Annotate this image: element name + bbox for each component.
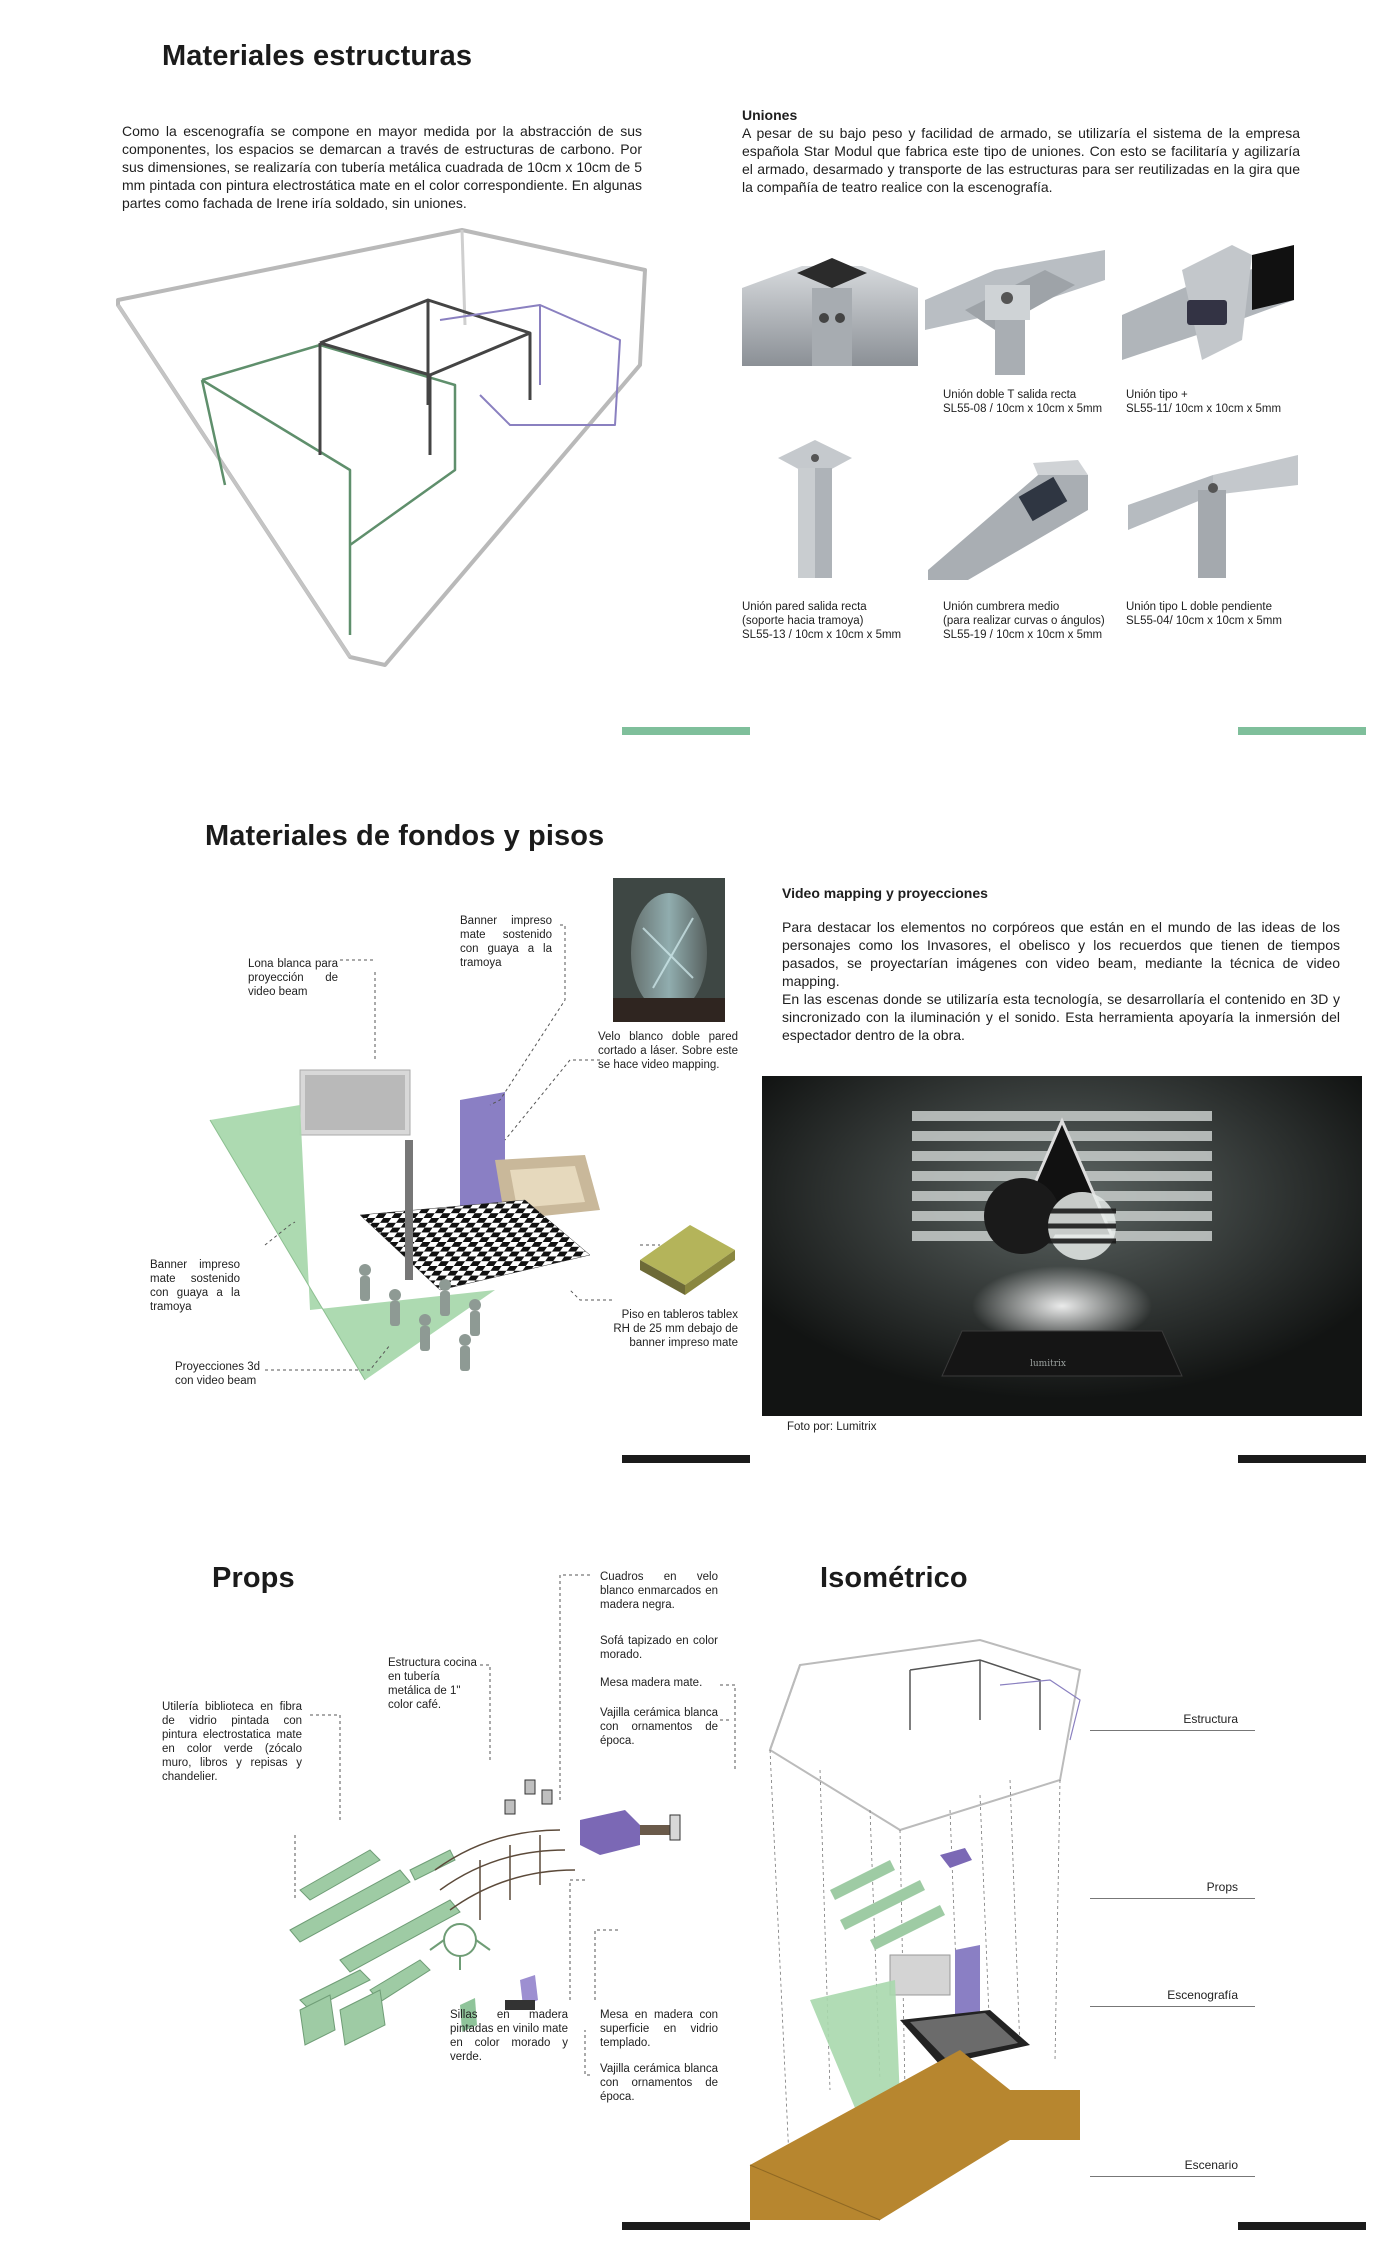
label-sofa: Sofá tapizado en color morado.: [600, 1635, 718, 1661]
label-proyecciones: Proyecciones 3d con video beam: [175, 1361, 261, 1387]
label-mesa: Mesa madera mate.: [600, 1677, 703, 1689]
label-biblioteca: Utilería biblioteca en fibra de vidrio pintada con pintura electrostatica mate en color verde (zócalo muro, libros y repisas y chandelier.: [162, 1701, 302, 1783]
section-title-structures: Materiales estructuras: [162, 40, 473, 72]
joint-caption-cross: Unión tipo + SL55-11/ 10cm x 10cm x 5mm: [1126, 389, 1282, 415]
joint-photo-double-t: [925, 240, 1105, 375]
iso-label-escenografia: Escenografía: [1167, 1988, 1238, 2002]
joint-photo-wall: [770, 438, 860, 578]
page-divider-bar: [1238, 1455, 1366, 1463]
structures-intro-text: Como la escenografía se compone en mayor medida por la abstracción de sus componentes, los espacios se demarcan a través de estructuras de carbono. Por sus dimensiones, se realizaría con tubería metálica cuadrada de 10cm x 10cm de 5 mm pintada con pintura electrostática mate en el color correspondiente. En algunas partes como fachada de Irene iría soldado, sin uniones.: [122, 123, 642, 211]
joint-caption-wall: Unión pared salida recta (soporte hacia tramoya) SL55-13 / 10cm x 10cm x 5mm: [742, 601, 902, 641]
velo-photo: [613, 878, 725, 1022]
projector-photo: [762, 1076, 1362, 1416]
joint-photo-l-double: [1128, 450, 1298, 578]
isometric-exploded-drawing: [750, 1620, 1170, 2220]
page-divider-bar: [622, 727, 750, 735]
joint-photo-ridge: [928, 455, 1088, 580]
uniones-text: A pesar de su bajo peso y facilidad de armado, se utilizaría el sistema de la empresa española Star Modul que fabrica este tipo de uniones. Con esto se facilitaría y agilizaría el armado, desarmado y transporte de las estructuras para ser reutilizadas en la gira que la compañía de teatro realice con la escenografía.: [742, 125, 1300, 195]
label-sillas: Sillas en madera pintadas en vinilo mate en color morado y verde.: [450, 2009, 568, 2063]
video-mapping-subtitle: Video mapping y proyecciones: [782, 885, 988, 901]
section-title-props: Props: [212, 1562, 295, 1594]
section-title-isometric: Isométrico: [820, 1562, 968, 1594]
joint-photo-cross: [1122, 240, 1294, 375]
label-velo: Velo blanco doble pared cortado a láser. Sobre este se hace video mapping.: [598, 1031, 738, 1071]
label-banner-top: Banner impreso mate sostenido con guaya a la tramoya: [460, 915, 552, 969]
floor-board-sample: [630, 1220, 740, 1300]
video-mapping-text-2: En las escenas donde se utilizaría esta tecnología, se desarrollaría el contenido en 3D y sincronizado con la iluminación y el sonido. Esta herramienta apoyaría la inmersión del espectador dentro de la obra.: [782, 991, 1340, 1043]
label-banner-left: Banner impreso mate sostenido con guaya a la tramoya: [150, 1259, 240, 1313]
label-vajilla-top: Vajilla cerámica blanca con ornamentos de época.: [600, 1707, 718, 1747]
page-divider-bar: [622, 2222, 750, 2230]
section-title-backgrounds: Materiales de fondos y pisos: [205, 820, 605, 852]
joint-photo-corner: [742, 248, 918, 366]
label-piso: Piso en tableros tablex RH de 25 mm debajo de banner impreso mate: [613, 1309, 738, 1349]
iso-label-estructura: Estructura: [1183, 1712, 1238, 1726]
iso-label-line: [1090, 1730, 1255, 1731]
iso-label-escenario: Escenario: [1184, 2158, 1238, 2172]
label-lona: Lona blanca para proyección de video beam: [248, 958, 338, 998]
photo-credit: Foto por: Lumitrix: [787, 1421, 877, 1433]
joint-caption-l-double: Unión tipo L doble pendiente SL55-04/ 10cm x 10cm x 5mm: [1126, 601, 1282, 627]
label-vajilla-bottom: Vajilla cerámica blanca con ornamentos de época.: [600, 2063, 718, 2103]
label-mesa-vidrio: Mesa en madera con superficie en vidrio templado.: [600, 2009, 718, 2049]
joint-caption-double-t: Unión doble T salida recta SL55-08 / 10cm x 10cm x 5mm: [943, 389, 1103, 415]
backgrounds-leader-lines: [0, 0, 600, 500]
iso-label-line: [1090, 2176, 1255, 2177]
video-mapping-text-1: Para destacar los elementos no corpóreos que están en el mundo de las ideas de los personajes como los Invasores, el obelisco y los recuerdos que tienen de tiempos pasados, se proyectarían imágenes con video beam, mediante la técnica de video mapping.: [782, 919, 1340, 989]
page-divider-bar: [1238, 727, 1366, 735]
projector-brand-text: lumitrix: [1030, 1359, 1066, 1369]
joint-caption-ridge: Unión cumbrera medio (para realizar curvas o ángulos) SL55-19 / 10cm x 10cm x 5mm: [943, 601, 1105, 641]
label-cuadros: Cuadros en velo blanco enmarcados en madera negra.: [600, 1571, 718, 1611]
iso-label-line: [1090, 2006, 1255, 2007]
iso-label-props: Props: [1206, 1880, 1238, 1894]
page-divider-bar: [1238, 2222, 1366, 2230]
iso-label-line: [1090, 1898, 1255, 1899]
uniones-subtitle: Uniones: [742, 107, 798, 123]
label-cocina: Estructura cocina en tubería metálica de 1" color café.: [388, 1657, 477, 1711]
page-divider-bar: [622, 1455, 750, 1463]
